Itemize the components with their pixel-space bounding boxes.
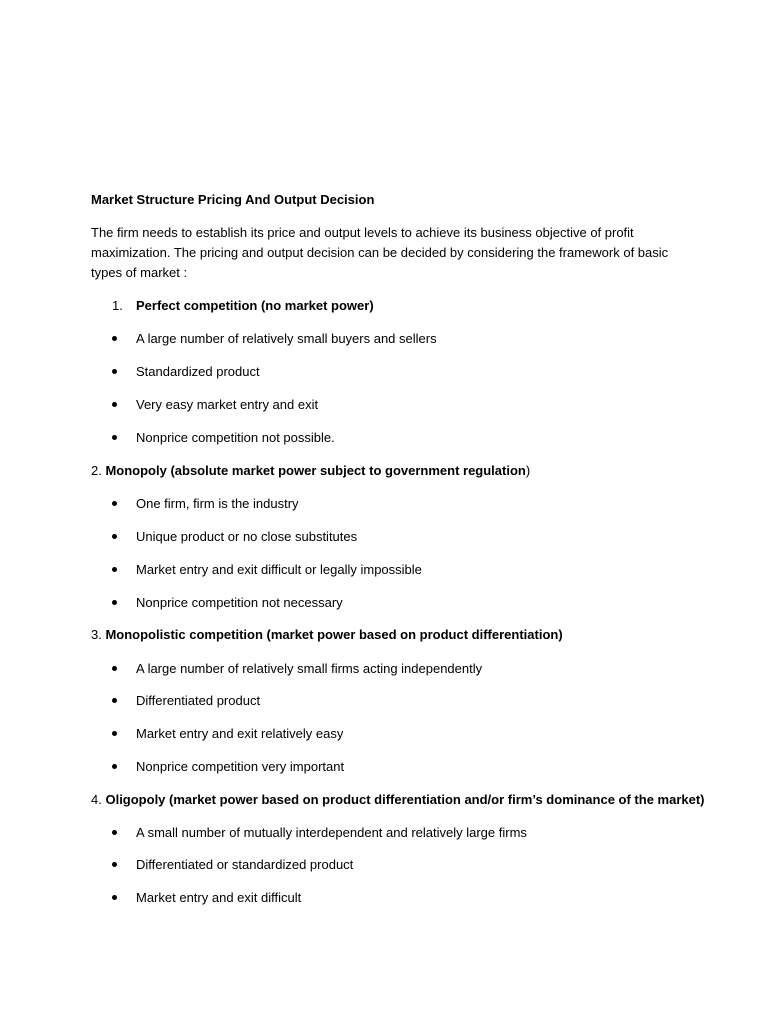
section-4-heading-line <box>91 792 705 808</box>
list-item: Nonprice competition not necessary <box>136 595 343 610</box>
bullet-dot <box>112 402 117 407</box>
bullet-dot <box>112 600 117 605</box>
list-item: Standardized product <box>136 364 260 379</box>
list-item: Very easy market entry and exit <box>136 397 319 412</box>
bullet-dot <box>112 895 117 900</box>
section-1-number: 1. <box>112 298 123 313</box>
bullet-dot <box>112 336 117 341</box>
list-item: Differentiated product <box>136 693 261 708</box>
intro-line-1: The firm needs to establish its price and output levels to achieve its business objective of profit <box>91 225 634 240</box>
document-title: Market Structure Pricing And Output Decision <box>91 192 375 207</box>
section-2-heading-line <box>91 463 530 479</box>
bullet-dot <box>112 698 117 703</box>
list-item: Nonprice competition very important <box>136 759 345 774</box>
section-3-number: 3. <box>91 627 102 642</box>
bullet-dot <box>112 567 117 572</box>
bullet-dot <box>112 830 117 835</box>
list-item: Nonprice competition not possible. <box>136 430 335 445</box>
section-4-heading: Oligopoly (market power based on product differentiation and/or firm’s dominance of the market) <box>105 792 705 807</box>
list-item: A large number of relatively small buyers and sellers <box>136 331 437 346</box>
section-2-heading-suffix: ) <box>525 463 531 478</box>
bullet-dot <box>112 501 117 506</box>
bullet-dot <box>112 764 117 769</box>
intro-line-2: maximization. The pricing and output decision can be decided by considering the framework of basic <box>91 245 669 260</box>
section-2-heading: Monopoly (absolute market power subject to government regulation <box>105 463 526 478</box>
list-item: Market entry and exit relatively easy <box>136 726 344 741</box>
bullet-dot <box>112 534 117 539</box>
bullet-dot <box>112 666 117 671</box>
bullet-dot <box>112 862 117 867</box>
bullet-dot <box>112 369 117 374</box>
list-item: A small number of mutually interdependent and relatively large firms <box>136 825 527 840</box>
section-2-number: 2. <box>91 463 102 478</box>
list-item: Market entry and exit difficult <box>136 890 302 905</box>
list-item: One firm, firm is the industry <box>136 496 299 511</box>
section-3-heading: Monopolistic competition (market power based on product differentiation) <box>105 627 563 642</box>
intro-line-3: types of market : <box>91 265 188 280</box>
list-item: Market entry and exit difficult or legally impossible <box>136 562 422 577</box>
list-item: A large number of relatively small firms acting independently <box>136 661 483 676</box>
section-4-number: 4. <box>91 792 102 807</box>
bullet-dot <box>112 435 117 440</box>
list-item: Differentiated or standardized product <box>136 857 354 872</box>
list-item: Unique product or no close substitutes <box>136 529 358 544</box>
section-1-heading: Perfect competition (no market power) <box>136 298 374 313</box>
section-3-heading-line <box>91 627 563 643</box>
bullet-dot <box>112 731 117 736</box>
